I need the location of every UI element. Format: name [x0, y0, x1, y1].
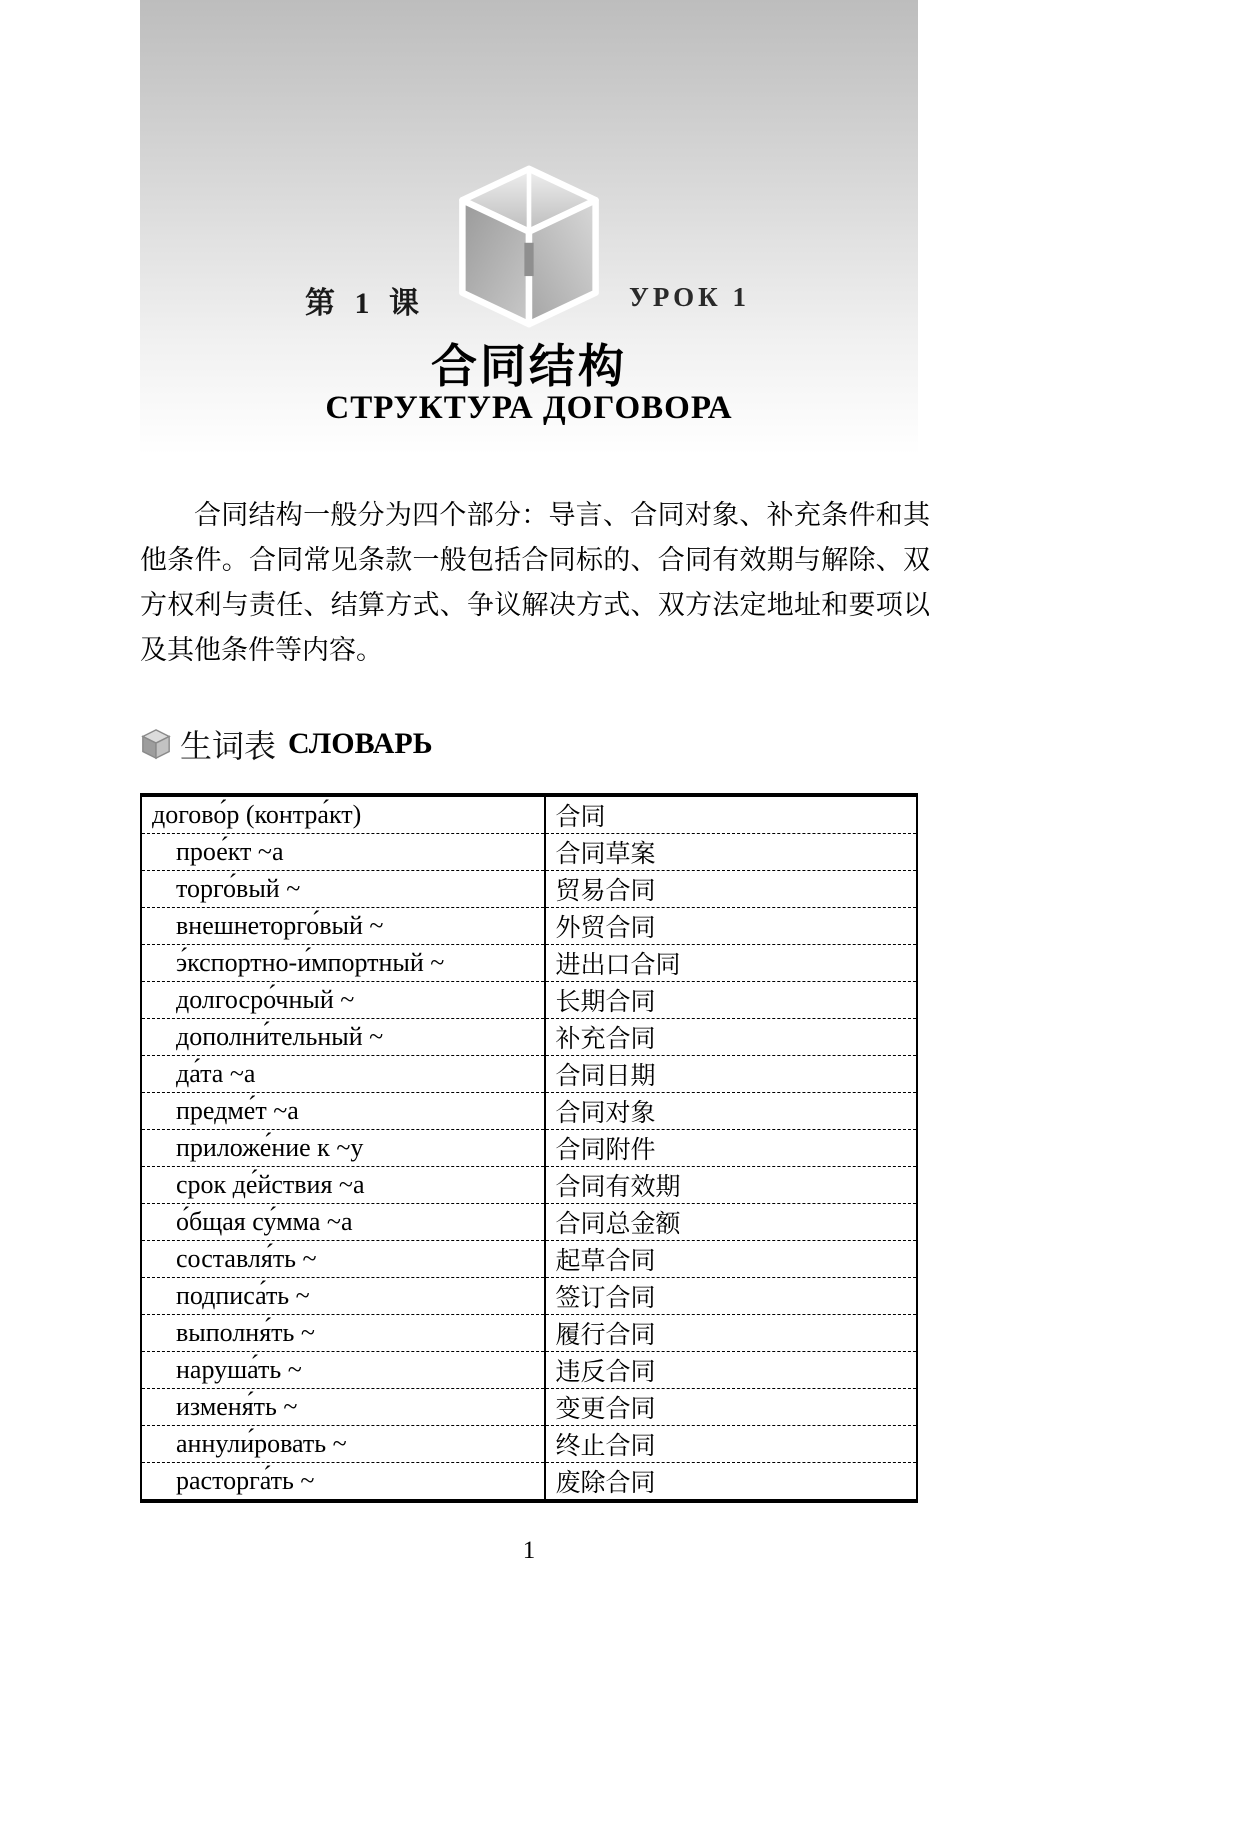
- vocab-zh-cell: 签订合同: [545, 1278, 917, 1315]
- lesson-title-ru: СТРУКТУРА ДОГОВОРА: [325, 390, 733, 426]
- table-row: [141, 1130, 917, 1167]
- vocab-zh-cell: 变更合同: [545, 1389, 917, 1426]
- vocab-ru-cell: аннули́ровать ~: [141, 1426, 545, 1463]
- page-content: [140, 0, 930, 1565]
- vocab-ru-cell: приложе́ние к ~у: [141, 1130, 545, 1167]
- table-row: [141, 834, 917, 871]
- vocab-ru-cell: предме́т ~а: [141, 1093, 545, 1130]
- vocab-section-heading: [140, 721, 918, 767]
- vocab-zh-cell: 补充合同: [545, 1019, 917, 1056]
- lesson-title-zh: 合同结构: [431, 341, 627, 392]
- table-row: [141, 908, 917, 945]
- intro-paragraph: 合同结构一般分为四个部分：导言、合同对象、补充条件和其他条件。合同常见条款一般包括合同标的、合同有效期与解除、双方权利与责任、结算方式、争议解决方式、双方法定地址和要项以及其他条件等内容。: [140, 500, 930, 665]
- vocab-zh-cell: 违反合同: [545, 1352, 917, 1389]
- vocab-zh-cell: 长期合同: [545, 982, 917, 1019]
- vocab-ru-cell: изменя́ть ~: [141, 1389, 545, 1426]
- table-row: [141, 1426, 917, 1463]
- vocab-zh-cell: 履行合同: [545, 1315, 917, 1352]
- table-row: [141, 1167, 917, 1204]
- table-row: [141, 795, 917, 834]
- table-row: [141, 1204, 917, 1241]
- vocab-ru-cell: долгосро́чный ~: [141, 982, 545, 1019]
- vocab-zh-cell: 合同: [545, 795, 917, 834]
- table-row: [141, 1315, 917, 1352]
- vocab-zh-cell: 终止合同: [545, 1426, 917, 1463]
- vocab-zh-cell: 进出口合同: [545, 945, 917, 982]
- table-row: [141, 1389, 917, 1426]
- vocab-heading-ru: СЛОВАРЬ: [288, 727, 433, 760]
- vocab-zh-cell: 合同附件: [545, 1130, 917, 1167]
- table-row: [141, 1278, 917, 1315]
- vocab-zh-cell: 废除合同: [555, 1469, 656, 1497]
- lesson-banner: [140, 0, 918, 455]
- vocab-zh-cell: 贸易合同: [545, 871, 917, 908]
- vocab-zh-cell: 合同草案: [545, 834, 917, 871]
- cube-bullet-icon: [140, 728, 172, 760]
- vocab-table-body: [141, 795, 917, 1501]
- vocab-ru-cell: о́бщая су́мма ~а: [141, 1204, 545, 1241]
- vocab-zh-cell: 合同日期: [545, 1056, 917, 1093]
- lesson-number-zh: 第 1 课: [305, 287, 425, 320]
- lesson-number-ru: УРОК 1: [629, 282, 750, 312]
- vocab-ru-cell: э́кспортно-и́мпортный ~: [141, 945, 545, 982]
- table-row: [141, 1056, 917, 1093]
- table-row: [141, 1463, 917, 1502]
- table-row: [141, 1352, 917, 1389]
- vocab-ru-cell: внешнеторго́вый ~: [141, 908, 545, 945]
- vocab-zh-cell: 合同对象: [545, 1093, 917, 1130]
- vocab-ru-cell: наруша́ть ~: [141, 1352, 545, 1389]
- page-number: 1: [522, 1537, 536, 1564]
- vocab-ru-cell: да́та ~а: [141, 1056, 545, 1093]
- vocab-ru-cell: прое́кт ~а: [141, 834, 545, 871]
- table-row: [141, 1093, 917, 1130]
- vocab-zh-cell: 合同总金额: [545, 1204, 917, 1241]
- table-row: [141, 982, 917, 1019]
- vocab-ru-cell: дополни́тельный ~: [141, 1019, 545, 1056]
- vocab-heading-zh: 生词表: [180, 728, 277, 764]
- table-row: [141, 1241, 917, 1278]
- vocab-ru-cell: выполня́ть ~: [141, 1315, 545, 1352]
- vocab-ru-cell: срок де́йствия ~а: [141, 1167, 545, 1204]
- vocab-ru-cell: расторга́ть ~: [141, 1463, 545, 1502]
- table-row: [141, 945, 917, 982]
- vocab-zh-cell: 起草合同: [545, 1241, 917, 1278]
- vocab-zh-cell: 合同有效期: [545, 1167, 917, 1204]
- vocab-zh-cell: 外贸合同: [545, 908, 917, 945]
- table-row: [141, 1019, 917, 1056]
- cube-3d-icon: [437, 140, 622, 340]
- vocab-ru-cell: торго́вый ~: [141, 871, 545, 908]
- vocab-table: [140, 793, 918, 1503]
- vocab-ru-cell: подписа́ть ~: [141, 1278, 545, 1315]
- vocab-ru-cell: составля́ть ~: [141, 1241, 545, 1278]
- vocab-ru-cell: догово́р (контра́кт): [141, 795, 545, 834]
- table-row: [141, 871, 917, 908]
